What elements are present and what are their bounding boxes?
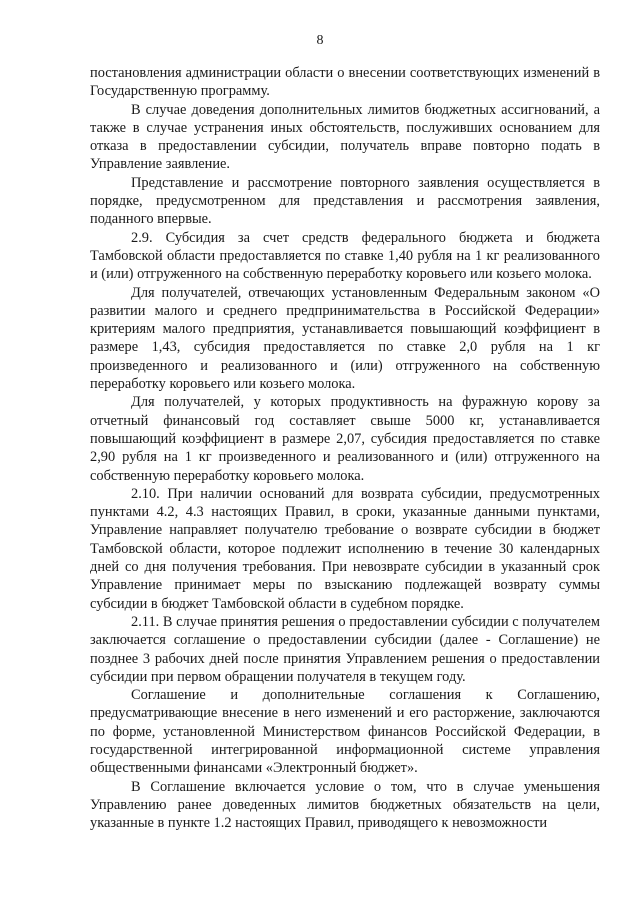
paragraph: 2.11. В случае принятия решения о предоставлении субсидии с получателем заключается соглашение о предоставлении субсидии (далее - Соглашение) не позднее 3 рабочих дней после принятия Управлением решения о предоставлении субсидии при первом обращении получателя в текущем году. (90, 613, 600, 685)
paragraph: 2.10. При наличии оснований для возврата субсидии, предусмотренных пунктами 4.2, 4.3 настоящих Правил, в сроки, указанные данными пунктами, Управление направляет получателю требование о возврате субсидии в бюджет Тамбовской области, которое подлежит исполнению в течение 30 календарных дней со дня получения требования. При невозврате субсидии в указанный срок Управление принимает меры по взысканию подлежащей возврату суммы субсидии в бюджет Тамбовской области в судебном порядке. (90, 485, 600, 612)
paragraph: В Соглашение включается условие о том, что в случае уменьшения Управлению ранее доведенных лимитов бюджетных обязательств на цели, указанные в пункте 1.2 настоящих Правил, приводящего к невозможности (90, 778, 600, 832)
paragraph: постановления администрации области о внесении соответствующих изменений в Государственную программу. (90, 65, 600, 100)
paragraph: 2.9. Субсидия за счет средств федерального бюджета и бюджета Тамбовской области предоставляется по ставке 1,40 рубля на 1 кг реализованного и (или) отгруженного на собственную переработку коровьего или козьего молока. (90, 229, 600, 283)
paragraph: Соглашение и дополнительные соглашения к Соглашению, предусматривающие внесение в него изменений и его расторжение, заключаются по форме, установленной Министерством финансов Российской Федерации, в государственной интегрированной информационной системе управления общественными финансами «Электронный бюджет». (90, 687, 600, 777)
paragraph: Для получателей, у которых продуктивность на фуражную корову за отчетный финансовый год составляет свыше 5000 кг, устанавливается повышающий коэффициент в размере 2,07, субсидия предоставляется по ставке 2,90 рубля на 1 кг произведенного и реализованного и (или) отгруженного на собственную переработку коровьего молока. (90, 394, 600, 484)
paragraph: В случае доведения дополнительных лимитов бюджетных ассигнований, а также в случае устранения иных обстоятельств, послуживших основанием для отказа в предоставлении субсидии, получатель вправе повторно подать в Управление заявление. (90, 101, 600, 173)
page-number: 8 (316, 33, 324, 48)
paragraph: Представление и рассмотрение повторного заявления осуществляется в порядке, предусмотренном для представления и рассмотрения заявления, поданного впервые. (90, 174, 600, 228)
paragraph: Для получателей, отвечающих установленным Федеральным законом «О развитии малого и среднего предпринимательства в Российской Федерации» критериям малого предприятия, устанавливается повышающий коэффициент в размере 1,43, субсидия предоставляется по ставке 2,0 рубля на 1 кг произведенного и реализованного и (или) отгруженного на собственную переработку коровьего или козьего молока. (90, 284, 600, 393)
document-body (90, 64, 600, 832)
